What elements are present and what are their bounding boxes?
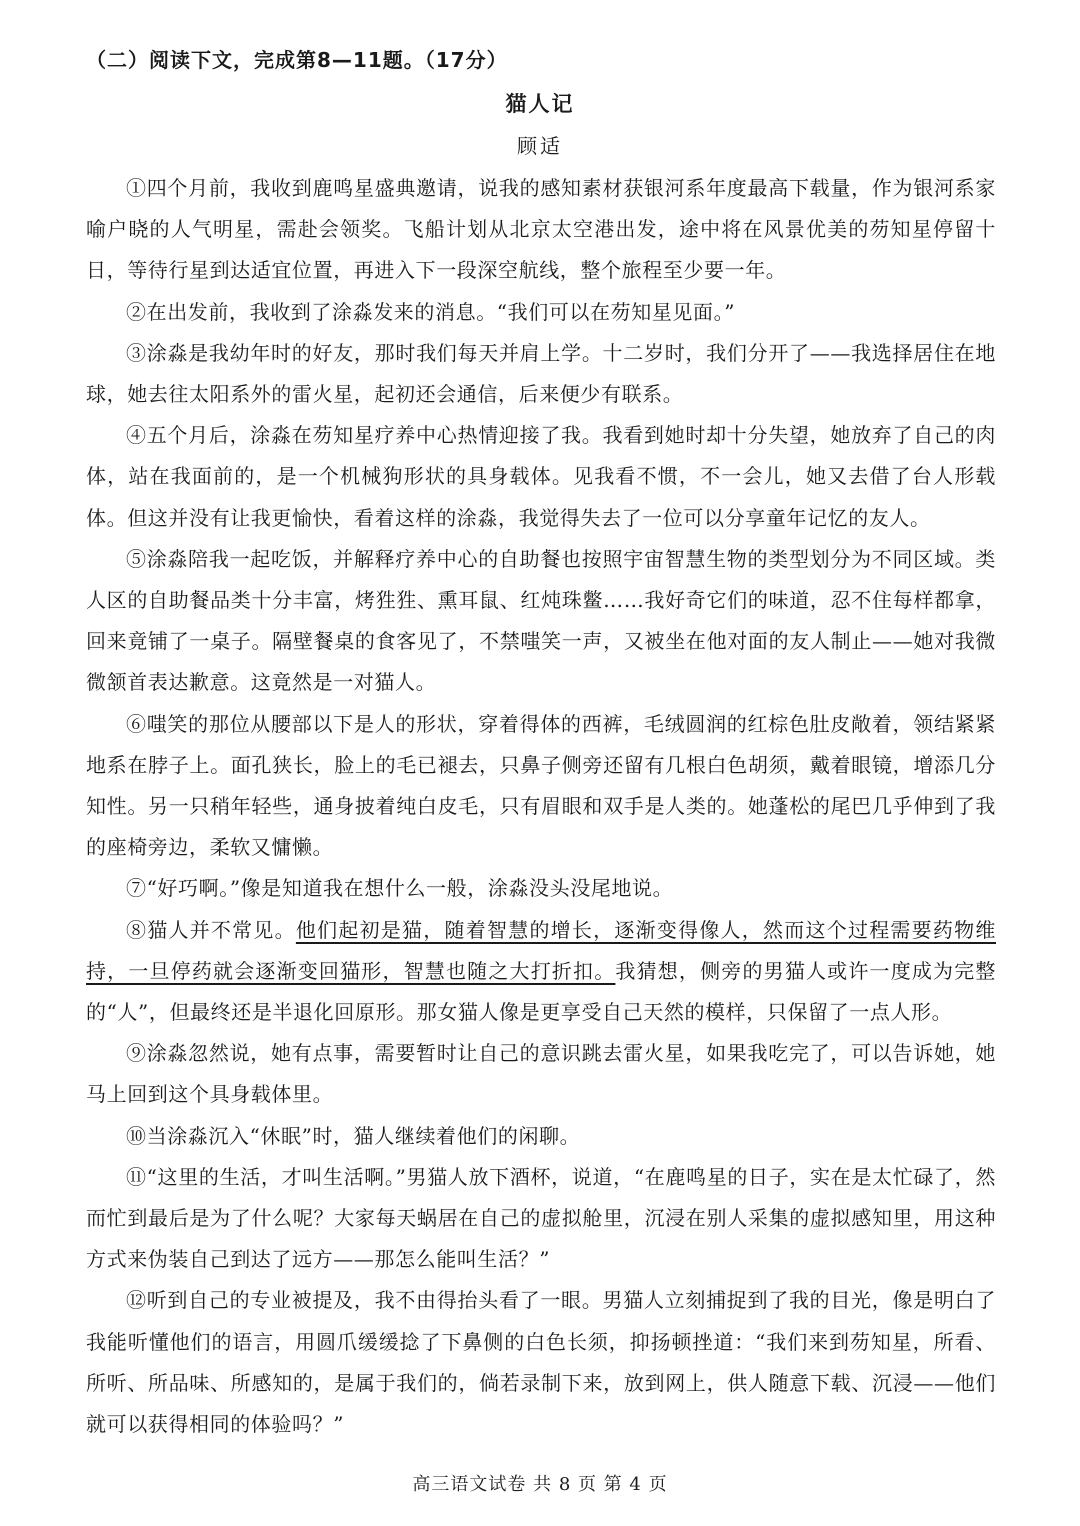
paragraph-6: ⑥嗤笑的那位从腰部以下是人的形状，穿着得体的西裤，毛绒圆润的红棕色肚皮敞着，领结紧紧地系在脖子上。面孔狭长，脸上的毛已褪去，只鼻子侧旁还留有几根白色胡须，戴着眼镜，增添几分知性。另一只稍年轻些，通身披着纯白皮毛，只有眉眼和双手是人类的。她蓬松的尾巴几乎伸到了我的座椅旁边，柔软又慵懒。 — [86, 711, 996, 860]
paragraph-2: ②在出发前，我收到了涂淼发来的消息。“我们可以在芴知星见面。” — [126, 299, 736, 324]
paragraph-11: ⑪“这里的生活，才叫生活啊。”男猫人放下酒杯，说道，“在鹿鸣星的日子，实在是太忙碌了，然而忙到最后是为了什么呢？大家每天蜗居在自己的虚拟舱里，沉浸在别人采集的虚拟感知里，用这种方式来伪装自己到达了远方——那怎么能叫生活？” — [86, 1164, 996, 1272]
article-author: 顾适 — [517, 134, 563, 158]
paragraph-8-lead: ⑧猫人并不常见。 — [126, 917, 296, 942]
article-body — [86, 168, 996, 1445]
paragraph-9: ⑨涂淼忽然说，她有点事，需要暂时让自己的意识跳去雷火星，如果我吃完了，可以告诉她，她马上回到这个具身载体里。 — [86, 1041, 996, 1107]
paragraph-4: ④五个月后，涂淼在芴知星疗养中心热情迎接了我。我看到她时却十分失望，她放弃了自己的肉体，站在我面前的，是一个机械狗形状的具身载体。见我看不惯，不一会儿，她又去借了台人形载体。但这并没有让我更愉快，看着这样的涂淼，我觉得失去了一位可以分享童年记忆的友人。 — [86, 423, 996, 530]
paragraph-5: ⑤涂淼陪我一起吃饭，并解释疗养中心的自助餐也按照宇宙智慧生物的类型划分为不同区域。类人区的自助餐品类十分丰富，烤狌狌、熏耳鼠、红炖珠鳖……我好奇它们的味道，忍不住每样都拿，回来竟铺了一桌子。隔壁餐桌的食客见了，不禁嗤笑一声，又被坐在他对面的友人制止——她对我微微颔首表达歉意。这竟然是一对猫人。 — [86, 546, 996, 695]
underlined-sentence: 他们起初是猫，随着智慧的增长，逐渐变得像人，然而这个过程需要药物维持，一旦停药就会逐渐变回猫形，智慧也随之大打折扣。 — [86, 917, 996, 983]
paragraph-1: ①四个月前，我收到鹿鸣星盛典邀请，说我的感知素材获银河系年度最高下载量，作为银河系家喻户晓的人气明星，需赴会领奖。飞船计划从北京太空港出发，途中将在风景优美的芴知星停留十日，等待行星到达适宜位置，再进入下一段深空航线，整个旅程至少要一年。 — [86, 176, 996, 283]
paragraph-10: ⑩当涂淼沉入“休眠”时，猫人继续着他们的闲聊。 — [126, 1123, 581, 1148]
paragraph-3: ③涂淼是我幼年时的好友，那时我们每天并肩上学。十二岁时，我们分开了——我选择居住在地球，她去往太阳系外的雷火星，起初还会通信，后来便少有联系。 — [86, 340, 996, 407]
paragraph-12: ⑫听到自己的专业被提及，我不由得抬头看了一眼。男猫人立刻捕捉到了我的目光，像是明白了我能听懂他们的语言，用圆爪缓缓捻了下鼻侧的白色长须，抑扬顿挫道：“我们来到芴知星，所看、所听、所品味、所感知的，是属于我们的，倘若录制下来，放到网上，供人随意下载、沉浸——他们就可以获得相同的体验吗？” — [86, 1288, 996, 1437]
paragraph-8 — [86, 910, 996, 1034]
section-heading: （二）阅读下文，完成第8—11题。（17分） — [86, 48, 508, 72]
paragraph-8-rest: 我猜想，侧旁的男猫人或许一度成为完整的“人”，但最终还是半退化回原形。那女猫人像是更享受自己天然的模样，只保留了一点人形。 — [86, 958, 996, 1025]
paragraph-7: ⑦“好巧啊。”像是知道我在想什么一般，涂淼没头没尾地说。 — [126, 876, 674, 901]
page-footer: 高三语文试卷 共 8 页 第 4 页 — [412, 1474, 668, 1495]
article-title: 猫人记 — [505, 92, 575, 116]
